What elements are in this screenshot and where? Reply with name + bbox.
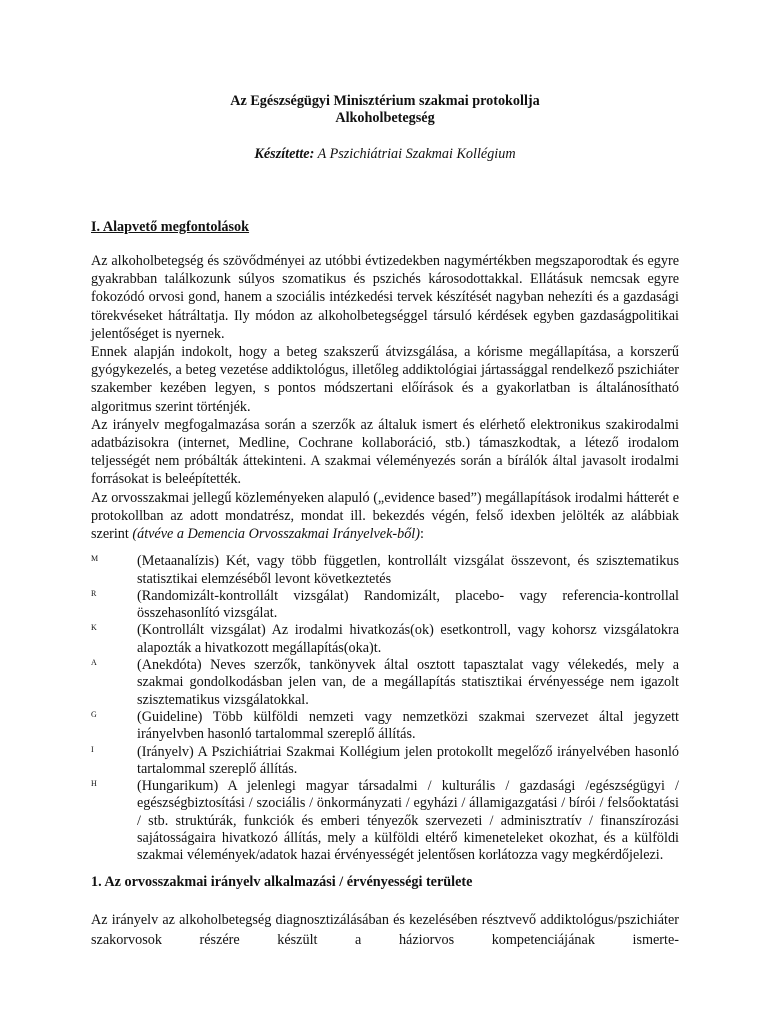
- paragraph-3: Az irányelv megfogalmazása során a szerzők az általuk ismert és elérhető elektronikus szakirodalmi adatbázisokra (internet, Medline, Cochrane kollaboráció, stb.) támaszkodtak, a létező irodalom teljességét nem próbálták áttekinteni. A szakmai véleményezés során a bírálók által javasolt irodalmi forrásokat is beleépítették.: [91, 416, 679, 488]
- evidence-item: [91, 657, 679, 709]
- evidence-text: (Irányelv) A Pszichiátriai Szakmai Kollégium jelen protokollt megelőző irányelvében hasonló tartalommal szereplő állítás.: [137, 743, 679, 777]
- evidence-item: [91, 588, 679, 623]
- evidence-text: (Anekdóta) Neves szerzők, tankönyvek által osztott tapasztalat vagy vélekedés, mely a szakmai gondolkodásban jelen van, de a megállapítás statisztikai érvényessége nem igazolt szisztematikus vizsgálatokkal.: [137, 657, 679, 708]
- evidence-item: [91, 622, 679, 657]
- evidence-text: (Metaanalízis) Két, vagy több független, kontrollált vizsgálat összevont, és szisztematikus statisztikai elemzéséből levont következtetés: [137, 553, 679, 587]
- evidence-item: [91, 778, 679, 864]
- evidence-code: K: [91, 623, 97, 633]
- evidence-text: (Kontrollált vizsgálat) Az irodalmi hivatkozás(ok) esetkontroll, vagy kohorsz vizsgálatokra alapozták a hivatkozott megállapítás(oka)t.: [137, 622, 679, 656]
- section-heading-scope: 1. Az orvosszakmai irányelv alkalmazási / érvényességi területe: [91, 873, 473, 890]
- evidence-code: I: [91, 744, 94, 754]
- evidence-text: (Randomizált-kontrollált vizsgálat) Randomizált, placebo- vagy referencia-kontrollal összehasonlító vizsgálat.: [137, 587, 679, 622]
- paragraph-4-end: :: [419, 526, 424, 543]
- title-line-2: Alkoholbetegség: [335, 110, 435, 126]
- evidence-item: [91, 744, 679, 779]
- paragraph-4: [91, 489, 679, 544]
- paragraph-2: Ennek alapján indokolt, hogy a beteg szakszerű átvizsgálása, a kórisme megállapítása, a korszerű gyógykezelés, a beteg vezetése addiktológus, illetőleg addiktológiai jártassággal rendelkező pszichiáter szakember kezében legyen, s pontos módszertani előírások és a gyakorlatban is általánosítható algoritmus szerint történjék.: [91, 344, 679, 415]
- byline: [91, 146, 679, 163]
- byline-label: Készítette:: [254, 146, 315, 162]
- evidence-text: (Guideline) Több külföldi nemzeti vagy nemzetközi szakmai szervezet által jegyzett irányelvben hasonló tartalommal szereplő állítás.: [137, 708, 679, 743]
- evidence-code: G: [91, 709, 97, 719]
- section-heading-basics: I. Alapvető megfontolások: [91, 219, 250, 235]
- scope-paragraph: Az irányelv az alkoholbetegség diagnosztizálásában és kezelésében résztvevő addiktológus/pszichiáter szakorvosok részére készült a háziorvos kompetenciájának ismerte-: [91, 911, 679, 948]
- document-title: [91, 93, 679, 127]
- evidence-level-list: [91, 553, 679, 864]
- evidence-item: [91, 709, 679, 744]
- evidence-code: M: [91, 554, 99, 564]
- paragraph-4-text: Az orvosszakmai jellegű közleményeken alapuló („evidence based”) megállapítások irodalmi hátterét e protokollban az adott mondatrész, mondat ill. bekezdés végén, felső idexben jelölték az alábbiak szerint: [91, 489, 679, 543]
- paragraph-4-citation: (átvéve a Demencia Orvosszakmai Irányelvek-ből): [132, 526, 420, 543]
- evidence-code: H: [91, 779, 97, 789]
- paragraph-1: Az alkoholbetegség és szövődményei az utóbbi évtizedekben nagymértékben megszaporodtak és egyre gyakrabban találkozunk súlyos szomatikus és pszichés károsodottakkal. Ellátásuk nemcsak egyre fokozódó orvosi gond, hanem a szociális intézkedési tervek készítését nagyban nehezíti és a gazdasági törekvéseket hátráltatja. Ily módon az alkoholbetegséggel társuló kérdések egyben gazdaságpolitikai jelentőséget is nyernek.: [91, 253, 679, 342]
- title-line-1: Az Egészségügyi Minisztérium szakmai protokollja: [230, 93, 540, 109]
- evidence-item: [91, 553, 679, 588]
- evidence-code: A: [91, 658, 97, 668]
- evidence-text: (Hungarikum) A jelenlegi magyar társadalmi / kulturális / gazdasági /egészségügyi / egészségbiztosítási / szociális / önkormányzati / egyházi / államigazgatási / bírói / felsőoktatási / stb. struktúrák, funkciók és emberi tényezők szervezeti / adminisztratív / finanszírozási sajátosságaira hivatkozó állítás, mely a külföldi eltérő kimeneteleket okozhat, és a külföldi szakmai vélemények/adatok hazai érvényességét jelentősen korlátozza vagy megkérdőjelezi.: [137, 778, 679, 864]
- byline-value: A Pszichiátriai Szakmai Kollégium: [317, 146, 516, 162]
- evidence-code: R: [91, 588, 97, 598]
